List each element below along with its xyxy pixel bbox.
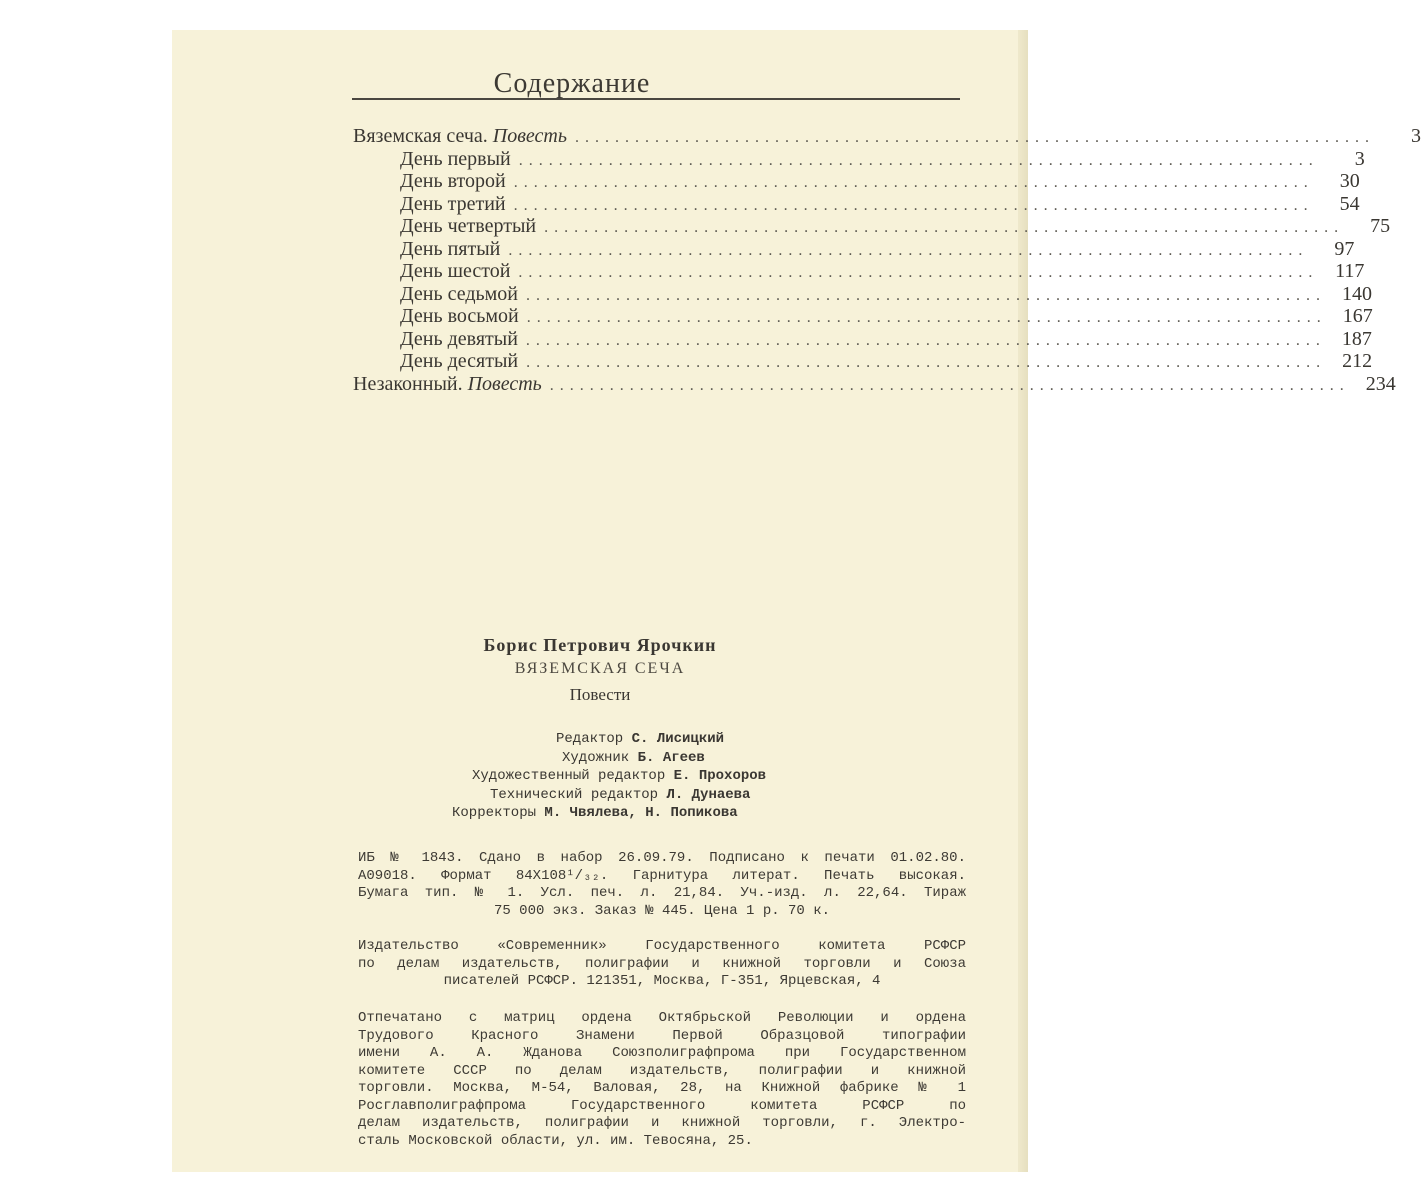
credit-role: Художник xyxy=(562,749,630,766)
text-line: писателей РСФСР. 121351, Москва, Г-351, Ярцевская, 4 xyxy=(443,973,881,989)
toc-entry-title: Незаконный. xyxy=(353,372,463,395)
text-line: Росглавполиграфпрома Государственного комитета РСФСР по xyxy=(358,1097,966,1114)
credit-line xyxy=(452,749,932,768)
toc-entry-title: День третий xyxy=(400,192,506,215)
toc-entry-title: День второй xyxy=(400,170,506,192)
toc-dot-leader: ................................................................................ xyxy=(549,376,1350,394)
credit-role: Художественный редактор xyxy=(472,768,666,784)
credit-line xyxy=(452,730,932,749)
printer-info xyxy=(358,1010,966,1150)
text-line: делам издательств, полиграфии и книжной торговли, г. Электро- xyxy=(358,1115,966,1131)
toc-entry-page: 3 xyxy=(1354,147,1365,170)
toc-divider xyxy=(352,98,960,100)
toc-entry-label xyxy=(400,238,500,261)
toc-entry-label xyxy=(353,125,567,148)
toc-entry xyxy=(400,327,1372,350)
credits-list xyxy=(452,730,932,823)
toc-entry-label xyxy=(400,328,518,351)
toc-entry-title: День восьмой xyxy=(400,305,519,327)
text-line: ИБ № 1843. Сдано в набор 26.09.79. Подписано к печати 01.02.80. xyxy=(358,850,966,866)
toc-entry-label xyxy=(353,373,542,396)
toc-entry-label xyxy=(400,215,536,238)
text-line: Трудового Красного Знамени Первой Образцовой типографии xyxy=(358,1027,966,1044)
text-line: сталь Московской области, ул. им. Тевосяна, 25. xyxy=(358,1132,753,1149)
text-line: 75 000 экз. Заказ № 445. Цена 1 р. 70 к. xyxy=(493,902,831,919)
toc-entry xyxy=(400,170,1360,192)
toc-entry-genre: Повесть xyxy=(492,125,567,147)
text-line: Бумага тип. № 1. Усл. печ. л. 21,84. Уч.-изд. л. 22,64. Тираж xyxy=(358,885,966,901)
toc-entry xyxy=(400,350,1373,372)
credit-name: М. Чвялева, Н. Попикова xyxy=(544,805,738,821)
toc-dot-leader: ................................................................................ xyxy=(508,241,1309,259)
toc-entry-label xyxy=(400,305,519,328)
credit-role: Технический редактор xyxy=(490,786,659,803)
credit-line xyxy=(452,804,932,823)
toc-entry-title: День первый xyxy=(400,147,511,170)
toc-dot-leader: ................................................................................ xyxy=(525,286,1326,304)
toc-entry-title: День десятый xyxy=(400,350,519,372)
toc-entry xyxy=(400,305,1373,327)
text-line: имени А. А. Жданова Союзполиграфпрома при Государственном xyxy=(358,1045,966,1061)
credit-name: Б. Агеев xyxy=(637,749,705,766)
toc-entry-page: 30 xyxy=(1339,170,1360,192)
toc-entry-title: Вяземская сеча. xyxy=(353,125,488,147)
text-line: по делам издательств, полиграфии и книжной торговли и Союза xyxy=(358,955,966,972)
credit-line xyxy=(452,786,932,805)
toc-title: Содержание xyxy=(493,68,651,99)
toc-dot-leader: ................................................................................ xyxy=(525,331,1326,349)
toc-entry-title: День седьмой xyxy=(400,282,518,305)
toc-dot-leader: ................................................................................ xyxy=(574,129,1375,146)
toc-dot-leader: ................................................................................ xyxy=(513,174,1314,191)
toc-entry xyxy=(400,237,1355,260)
toc-entry-genre: Повесть xyxy=(467,372,542,395)
toc-dot-leader: ................................................................................ xyxy=(544,219,1345,236)
credit-name: Е. Прохоров xyxy=(673,768,767,784)
toc-entry-page: 167 xyxy=(1342,305,1373,327)
toc-dot-leader: ................................................................................ xyxy=(526,354,1327,371)
book-subtitle: Повести xyxy=(569,685,631,704)
credit-line xyxy=(452,767,932,786)
publisher-info xyxy=(358,938,966,991)
credit-name: Л. Дунаева xyxy=(666,786,751,803)
toc-entry xyxy=(400,260,1365,282)
toc-entry-page: 187 xyxy=(1341,327,1372,350)
toc-entry-title: День четвертый xyxy=(400,215,537,237)
text-line: А09018. Формат 84Х108¹/₃₂. Гарнитура литерат. Печать высокая. xyxy=(358,867,966,884)
toc-dot-leader: ................................................................................ xyxy=(518,264,1319,281)
toc-entry xyxy=(353,372,1396,395)
toc-dot-leader: ................................................................................ xyxy=(518,151,1319,169)
toc-entry-label xyxy=(400,260,510,283)
toc-entry-page: 234 xyxy=(1365,372,1396,395)
toc-entry-page: 3 xyxy=(1410,125,1421,147)
book-page xyxy=(172,30,1421,1172)
toc-entry-page: 54 xyxy=(1339,192,1360,215)
credit-role: Корректоры xyxy=(452,805,537,821)
toc-entry xyxy=(400,192,1360,215)
toc-entry-label xyxy=(400,283,518,306)
toc-entry xyxy=(400,215,1391,237)
toc-entry-title: День пятый xyxy=(400,237,501,260)
toc-entry-page: 140 xyxy=(1341,282,1372,305)
toc-entry xyxy=(400,147,1365,170)
toc-dot-leader: ................................................................................ xyxy=(526,309,1327,326)
book-title: ВЯЗЕМСКАЯ СЕЧА xyxy=(514,660,686,677)
toc-entry-label xyxy=(400,148,511,171)
text-line: торговли. Москва, М-54, Валовая, 28, на Книжной фабрике № 1 xyxy=(358,1080,966,1096)
text-line: комитете СССР по делам издательств, полиграфии и книжной xyxy=(358,1062,966,1079)
toc-entry-page: 75 xyxy=(1370,215,1391,237)
book-author: Борис Петрович Ярочкин xyxy=(483,635,717,655)
text-line: Издательство «Современник» Государственного комитета РСФСР xyxy=(358,938,966,954)
toc-entry xyxy=(353,125,1421,147)
toc-entry-label xyxy=(400,193,506,216)
credit-role: Редактор xyxy=(556,731,624,747)
toc-entry-title: День девятый xyxy=(400,327,518,350)
toc-entry-title: День шестой xyxy=(400,260,511,282)
toc-entry-label xyxy=(400,170,506,193)
publication-details xyxy=(358,850,966,920)
toc-entry-page: 212 xyxy=(1342,350,1373,372)
credit-name: С. Лисицкий xyxy=(631,731,725,747)
text-line: Отпечатано с матриц ордена Октябрьской Революции и ордена xyxy=(358,1010,966,1026)
toc-entry-page: 97 xyxy=(1334,237,1355,260)
toc-entry-page: 117 xyxy=(1335,260,1365,282)
toc-dot-leader: ................................................................................ xyxy=(513,196,1314,214)
toc-entry-label xyxy=(400,350,518,373)
toc-entry xyxy=(400,282,1372,305)
